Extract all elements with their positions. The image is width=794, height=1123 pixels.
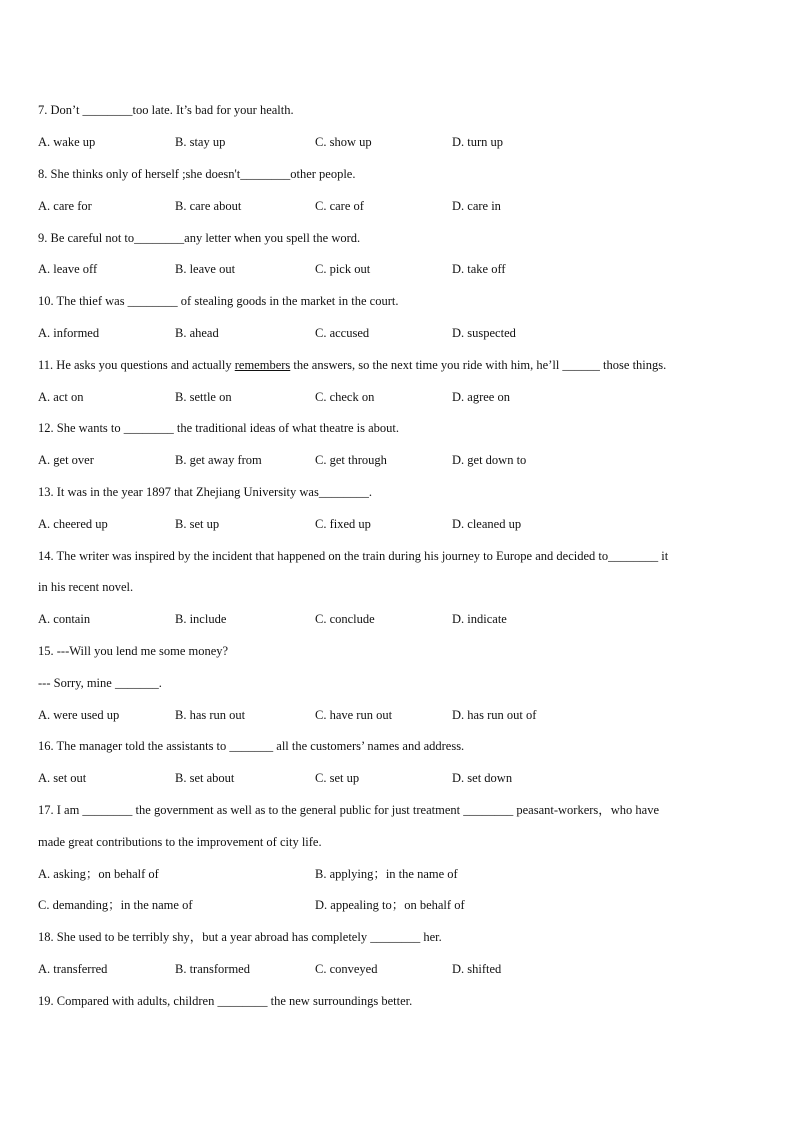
q15-option-c: C. have run out: [315, 708, 393, 722]
q11-option-b: B. settle on: [175, 390, 232, 404]
q9-option-d: D. take off: [452, 262, 506, 276]
q11-option-d: D. agree on: [452, 390, 510, 404]
question-9-text: 9. Be careful not to________any letter when you spell the word.: [38, 231, 361, 245]
question-17-text: 17. I am ________ the government as well as to the general public for just treatment ________ peasant-workers，who have: [38, 803, 660, 817]
q14-option-c: C. conclude: [315, 612, 375, 626]
q8-option-a: A. care for: [38, 199, 92, 213]
question-17-text-cont: made great contributions to the improvement of city life.: [38, 835, 322, 849]
question-19-text: 19. Compared with adults, children ________ the new surroundings better.: [38, 994, 413, 1008]
q10-option-b: B. ahead: [175, 326, 219, 340]
q8-option-c: C. care of: [315, 199, 364, 213]
question-13-text: 13. It was in the year 1897 that Zhejiang University was________.: [38, 485, 372, 499]
q17-option-a: A. asking；on behalf of: [38, 867, 159, 881]
q16-option-b: B. set about: [175, 771, 235, 785]
q16-option-c: C. set up: [315, 771, 360, 785]
question-7-text: 7. Don’t ________too late. It’s bad for your health.: [38, 103, 294, 117]
q7-option-c: C. show up: [315, 135, 372, 149]
q15-option-b: B. has run out: [175, 708, 246, 722]
q11-option-c: C. check on: [315, 390, 375, 404]
q11-text-after: the answers, so the next time you ride with him, he’ll ______ those things.: [290, 358, 667, 372]
q12-option-b: B. get away from: [175, 453, 262, 467]
q14-option-b: B. include: [175, 612, 227, 626]
q16-option-d: D. set down: [452, 771, 513, 785]
q7-option-d: D. turn up: [452, 135, 504, 149]
q14-option-a: A. contain: [38, 612, 91, 626]
q7-option-b: B. stay up: [175, 135, 226, 149]
q10-option-c: C. accused: [315, 326, 370, 340]
q18-option-b: B. transformed: [175, 962, 250, 976]
q15-option-a: A. were used up: [38, 708, 120, 722]
q12-option-d: D. get down to: [452, 453, 527, 467]
q11-underlined-word: remembers: [234, 358, 291, 372]
q9-option-c: C. pick out: [315, 262, 371, 276]
question-11-text: [38, 357, 666, 373]
question-10-text: 10. The thief was ________ of stealing goods in the market in the court.: [38, 294, 399, 308]
q11-option-a: A. act on: [38, 390, 84, 404]
q12-option-a: A. get over: [38, 453, 94, 467]
q9-option-a: A. leave off: [38, 262, 98, 276]
q13-option-c: C. fixed up: [315, 517, 371, 531]
q13-option-a: A. cheered up: [38, 517, 108, 531]
q18-option-c: C. conveyed: [315, 962, 378, 976]
q12-option-c: C. get through: [315, 453, 387, 467]
question-12-text: 12. She wants to ________ the traditional ideas of what theatre is about.: [38, 421, 400, 435]
question-16-text: 16. The manager told the assistants to _______ all the customers’ names and address.: [38, 739, 465, 753]
q14-option-d: D. indicate: [452, 612, 507, 626]
q18-option-a: A. transferred: [38, 962, 108, 976]
q15-option-d: D. has run out of: [452, 708, 537, 722]
q17-option-d: D. appealing to；on behalf of: [315, 898, 465, 912]
q7-option-a: A. wake up: [38, 135, 96, 149]
q8-option-d: D. care in: [452, 199, 501, 213]
q9-option-b: B. leave out: [175, 262, 236, 276]
q16-option-a: A. set out: [38, 771, 87, 785]
question-15-text-cont: --- Sorry, mine _______.: [38, 676, 162, 690]
q10-option-d: D. suspected: [452, 326, 516, 340]
q17-option-b: B. applying；in the name of: [315, 867, 458, 881]
question-15-text: 15. ---Will you lend me some money?: [38, 644, 229, 658]
q11-text-before: 11. He asks you questions and actually: [38, 358, 235, 372]
q18-option-d: D. shifted: [452, 962, 502, 976]
q17-option-c: C. demanding；in the name of: [38, 898, 193, 912]
q10-option-a: A. informed: [38, 326, 100, 340]
q8-option-b: B. care about: [175, 199, 242, 213]
q13-option-d: D. cleaned up: [452, 517, 522, 531]
q13-option-b: B. set up: [175, 517, 220, 531]
question-14-text: 14. The writer was inspired by the incident that happened on the train during his journey to Europe and decided to________ it: [38, 549, 669, 563]
question-8-text: 8. She thinks only of herself ;she doesn't________other people.: [38, 167, 356, 181]
question-14-text-cont: in his recent novel.: [38, 580, 134, 594]
question-18-text: 18. She used to be terribly shy，but a year abroad has completely ________ her.: [38, 930, 442, 944]
